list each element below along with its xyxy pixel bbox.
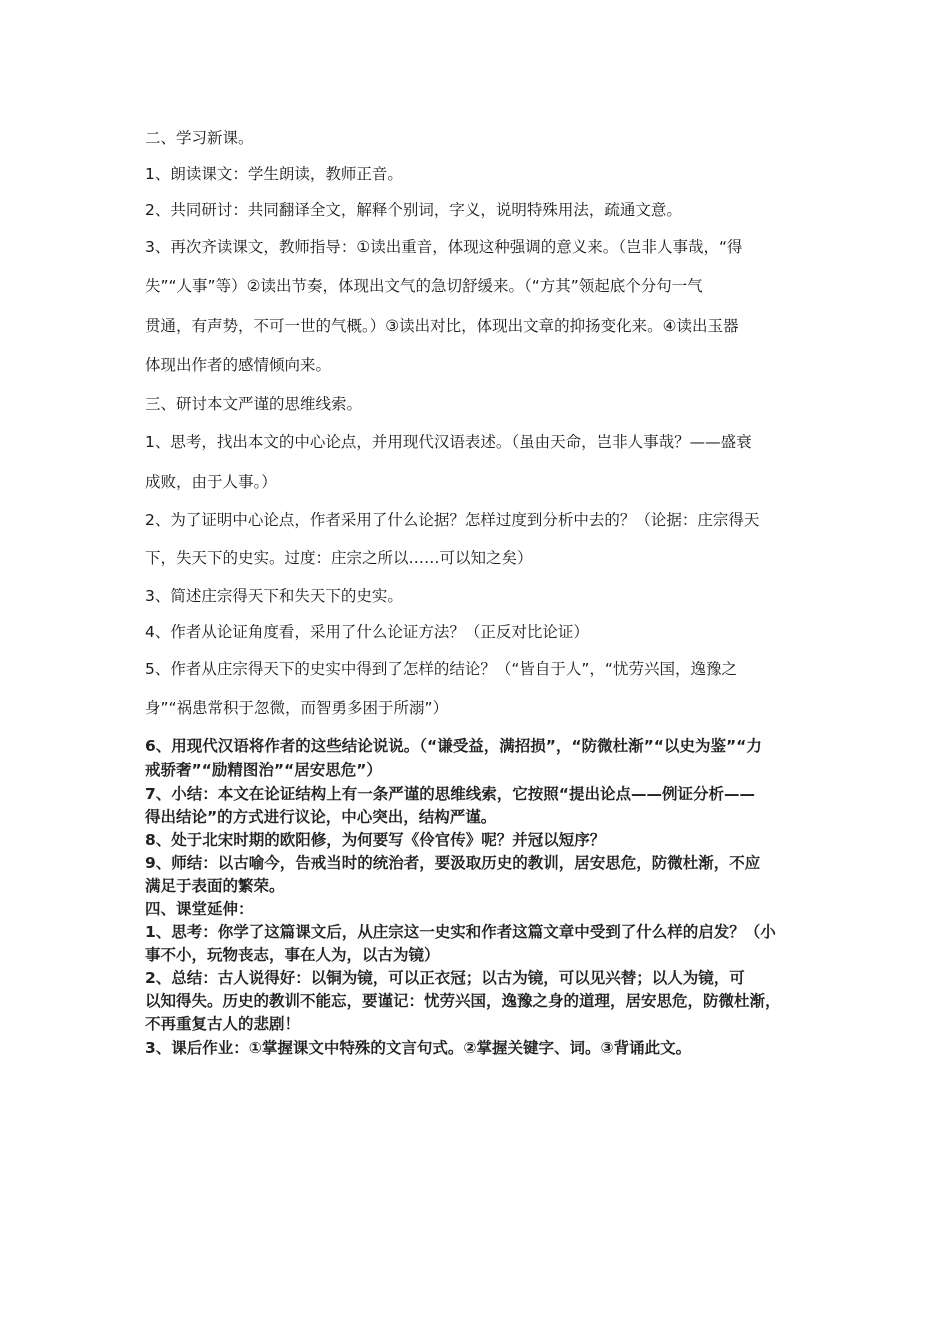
heading-learn-new-lesson: 二、学习新课。: [145, 129, 254, 147]
text-line: 2、总结：古人说得好：以铜为镜，可以正衣冠；以古为镜，可以见兴替；以人为镜，可: [145, 969, 745, 987]
text-line: 3、再次齐读课文，教师指导：①读出重音，体现这种强调的意义来。（岂非人事哉，“得: [145, 238, 743, 256]
text-line: 6、用现代汉语将作者的这些结论说说。（“谦受益，满招损”，“防微杜渐”“以史为鉴”“力: [145, 737, 762, 755]
text-line: 不再重复古人的悲剧！: [145, 1015, 301, 1033]
text-line: 9、师结：以古喻今，告戒当时的统治者，要汲取历史的教训，居安思危，防微杜渐，不应: [145, 854, 761, 872]
text-line: 满足于表面的繁荣。: [145, 877, 285, 895]
text-line: 贯通，有声势，不可一世的气概。）③读出对比，体现出文章的抑扬变化来。④读出玉器: [145, 317, 739, 335]
text-line: 失”“人事”等）②读出节奏，体现出文气的急切舒缓来。（“方其”领起底个分句一气: [145, 277, 703, 295]
text-line: 1、朗读课文：学生朗读，教师正音。: [145, 165, 403, 183]
text-line: 3、课后作业：①掌握课文中特殊的文言句式。②掌握关键字、词。③背诵此文。: [145, 1039, 692, 1057]
text-line: 5、作者从庄宗得天下的史实中得到了怎样的结论？（“皆自于人”，“忧劳兴国，逸豫之: [145, 660, 737, 678]
text-line: 8、处于北宋时期的欧阳修，为何要写《伶官传》呢？并冠以短序？: [145, 831, 606, 849]
text-line: 4、作者从论证角度看，采用了什么论证方法？（正反对比论证）: [145, 623, 589, 641]
text-line: 体现出作者的感情倾向来。: [145, 356, 332, 374]
text-line: 身”“祸患常积于忽微，而智勇多困于所溺”）: [145, 699, 449, 717]
text-line: 成败，由于人事。）: [145, 473, 277, 491]
heading-class-extension: 四、课堂延伸：: [145, 900, 254, 918]
text-line: 7、小结：本文在论证结构上有一条严谨的思维线索，它按照“提出论点——例证分析——: [145, 785, 755, 803]
text-line: 1、思考，找出本文的中心论点，并用现代汉语表述。（虽由天命，岂非人事哉？——盛衰: [145, 433, 752, 451]
text-line: 下，失天下的史实。过度：庄宗之所以……可以知之矣）: [145, 549, 533, 567]
text-line: 事不小，玩物丧志，事在人为，以古为镜）: [145, 946, 440, 964]
text-line: 以知得失。历史的教训不能忘，要谨记：忧劳兴国，逸豫之身的道理，居安思危，防微杜渐，: [145, 992, 781, 1010]
text-line: 戒骄奢”“励精图治”“居安思危”）: [145, 761, 382, 779]
text-line: 1、思考：你学了这篇课文后，从庄宗这一史实和作者这篇文章中受到了什么样的启发？（小: [145, 923, 776, 941]
text-line: 得出结论”的方式进行议论，中心突出，结构严谨。: [145, 808, 497, 826]
heading-thinking-clue: 三、研讨本文严谨的思维线索。: [145, 395, 363, 413]
text-line: 3、简述庄宗得天下和失天下的史实。: [145, 587, 403, 605]
text-line: 2、共同研讨：共同翻译全文，解释个别词，字义，说明特殊用法，疏通文意。: [145, 201, 682, 219]
text-line: 2、为了证明中心论点，作者采用了什么论据？怎样过度到分析中去的？（论据：庄宗得天: [145, 511, 760, 529]
